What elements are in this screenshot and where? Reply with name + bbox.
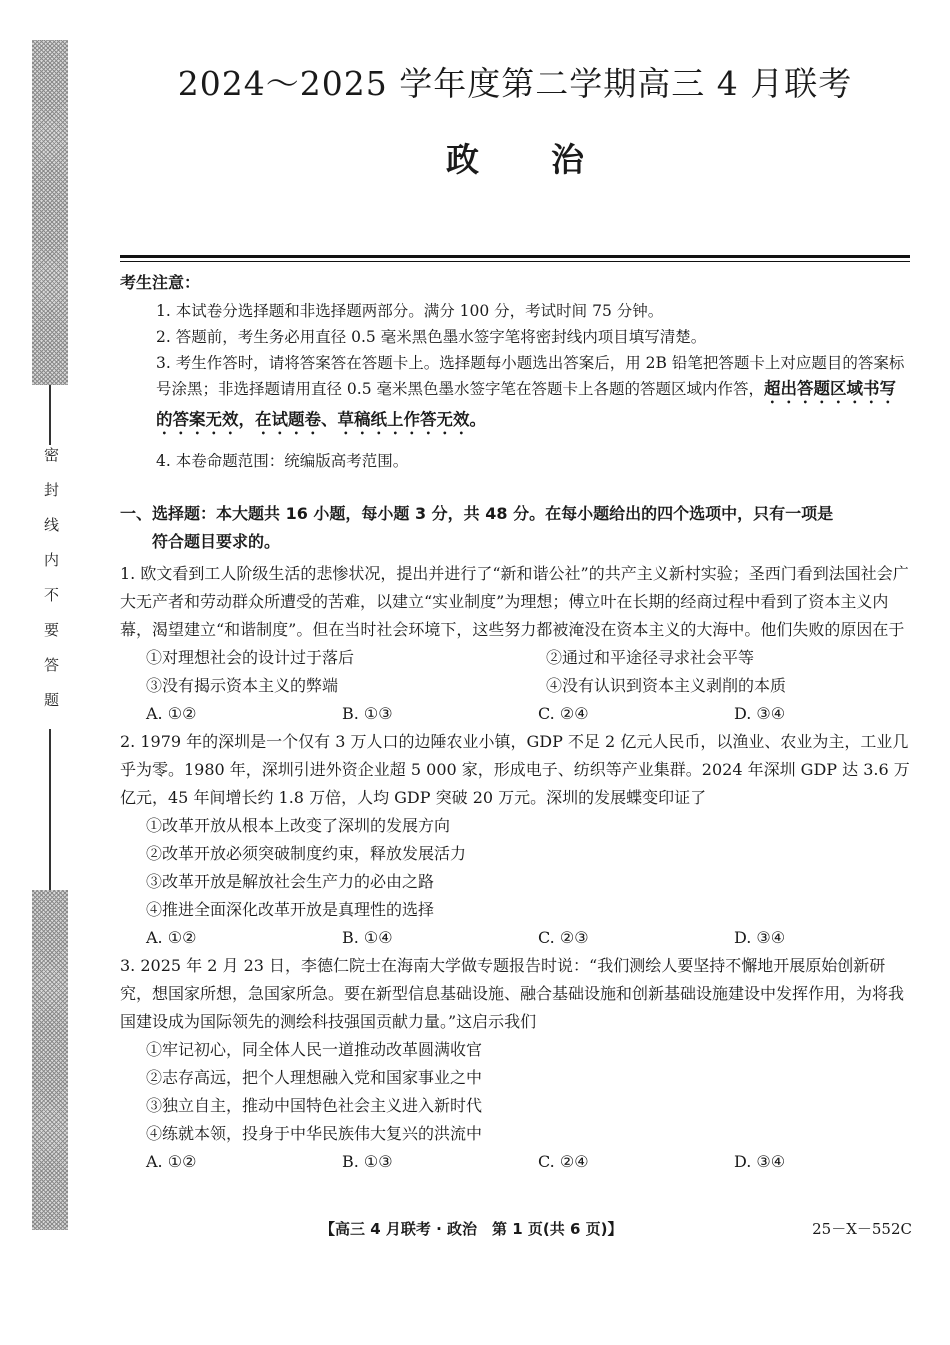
question-stem: 3. 2025 年 2 月 23 日，李德仁院士在海南大学做专题报告时说：“我们测绘人要坚持不懈地开展原始创新研究，想国家所想，急国家所急。要在新型信息基础设施、融合基础设施和创新基础设施建设中发挥作用，为将我国建设成为国际领先的测绘科技强国贡献力量。”这启示我们 xyxy=(120,956,905,1031)
notice-list xyxy=(120,298,912,474)
question-option: ③独立自主，推动中国特色社会主义进入新时代 xyxy=(146,1096,483,1115)
question-option: ①改革开放从根本上改变了深圳的发展方向 xyxy=(146,816,451,835)
header-rule-thick xyxy=(120,255,910,258)
seal-line-text: 密封线内不要答题 xyxy=(38,445,62,729)
binding-hatch-top xyxy=(32,40,68,385)
notice-item xyxy=(156,350,912,438)
question-option: ③改革开放是解放社会生产力的必由之路 xyxy=(146,872,435,891)
section-heading-line-1: 一、选择题：本大题共 16 小题，每小题 3 分，共 48 分。在每小题给出的四个选项中，只有一项是 xyxy=(120,504,834,523)
question-option: ④没有认识到资本主义剥削的本质 xyxy=(546,676,787,695)
section-heading-line-2: 符合题目要求的。 xyxy=(152,532,281,551)
question-options xyxy=(120,644,912,700)
question-list xyxy=(120,560,912,1176)
question-option: ②改革开放必须突破制度约束，释放发展活力 xyxy=(146,844,467,863)
subject-title: 政治 xyxy=(446,140,656,179)
answer-choices xyxy=(120,700,912,728)
footer-paper-code: 25－X－552C xyxy=(812,1220,912,1238)
question-option: ①对理想社会的设计过于落后 xyxy=(146,648,355,667)
answer-choice-c: C. ②④ xyxy=(538,1152,589,1171)
question-stem: 2. 1979 年的深圳是一个仅有 3 万人口的边陲农业小镇，GDP 不足 2 亿元人民币，以渔业、农业为主，工业几乎为零。1980 年，深圳引进外资企业超 5 000 家，形成电子、纺织等产业集群。2024 年深圳 GDP 达 3.6 万亿元，45 年间增长约 1.8 万倍，人均 GDP 突破 20 万元。深圳的发展蝶变印证了 xyxy=(120,732,910,807)
question-option: ④练就本领，投身于中华民族伟大复兴的洪流中 xyxy=(146,1124,483,1143)
question-stem: 1. 欧文看到工人阶级生活的悲惨状况，提出并进行了“新和谐公社”的共产主义新村实验；圣西门看到法国社会广大无产者和劳动群众所遭受的苦难，以建立“实业制度”为理想；傅立叶在长期的经商过程中看到了资本主义内幕，渴望建立“和谐制度”。但在当时社会环境下，这些努力都被淹没在资本主义的大海中。他们失败的原因在于 xyxy=(120,564,909,639)
question-option: ②通过和平途径寻求社会平等 xyxy=(546,648,755,667)
answer-choice-a: A. ①② xyxy=(146,704,197,723)
question-option: ④推进全面深化改革开放是真理性的选择 xyxy=(146,900,435,919)
exam-title: 2024～2025 学年度第二学期高三 4 月联考 xyxy=(177,64,853,104)
header-rule-thin xyxy=(120,261,910,262)
question-2 xyxy=(120,728,912,952)
binding-strip xyxy=(32,40,68,1230)
question-option: ①牢记初心，同全体人民一道推动改革圆满收官 xyxy=(146,1040,483,1059)
answer-choice-c: C. ②③ xyxy=(538,928,589,947)
notice-heading: 考生注意： xyxy=(120,273,201,292)
footer-page-info: 【高三 4 月联考 · 政治 第 1 页(共 6 页)】 xyxy=(320,1220,623,1238)
notice-item: 2. 答题前，考生务必用直径 0.5 毫米黑色墨水签字笔将密封线内项目填写清楚。 xyxy=(156,328,707,346)
question-3 xyxy=(120,952,912,1176)
notice-item: 4. 本卷命题范围：统编版高考范围。 xyxy=(156,452,409,470)
answer-choice-b: B. ①④ xyxy=(342,928,393,947)
answer-choice-c: C. ②④ xyxy=(538,704,589,723)
answer-choices xyxy=(120,924,912,952)
question-1 xyxy=(120,560,912,728)
answer-choice-d: D. ③④ xyxy=(734,928,786,947)
answer-choice-b: B. ①③ xyxy=(342,1152,393,1171)
answer-choice-d: D. ③④ xyxy=(734,704,786,723)
answer-choice-b: B. ①③ xyxy=(342,704,393,723)
binding-hatch-bottom xyxy=(32,890,68,1230)
answer-choices xyxy=(120,1148,912,1176)
question-option: ③没有揭示资本主义的弊端 xyxy=(146,676,339,695)
answer-choice-d: D. ③④ xyxy=(734,1152,786,1171)
question-option: ②志存高远，把个人理想融入党和国家事业之中 xyxy=(146,1068,483,1087)
page-footer xyxy=(120,1218,912,1244)
notice-item-3-text: 3. 考生作答时，请将答案答在答题卡上。选择题每小题选出答案后，用 2B 铅笔把答题卡上对应题目的答案标号涂黑；非选择题请用直径 0.5 毫米黑色墨水签字笔在答题卡上各题的答题区域内作答， xyxy=(156,354,905,398)
answer-choice-a: A. ①② xyxy=(146,1152,197,1171)
answer-choice-a: A. ①② xyxy=(146,928,197,947)
candidate-notice xyxy=(120,270,912,474)
section-heading xyxy=(120,500,912,556)
notice-item: 1. 本试卷分选择题和非选择题两部分。满分 100 分，考试时间 75 分钟。 xyxy=(156,302,664,320)
notice-item-3-emphasis: 超出答题区域书写的答案无效，在试题卷、草稿纸上作答无效。 xyxy=(156,379,897,429)
